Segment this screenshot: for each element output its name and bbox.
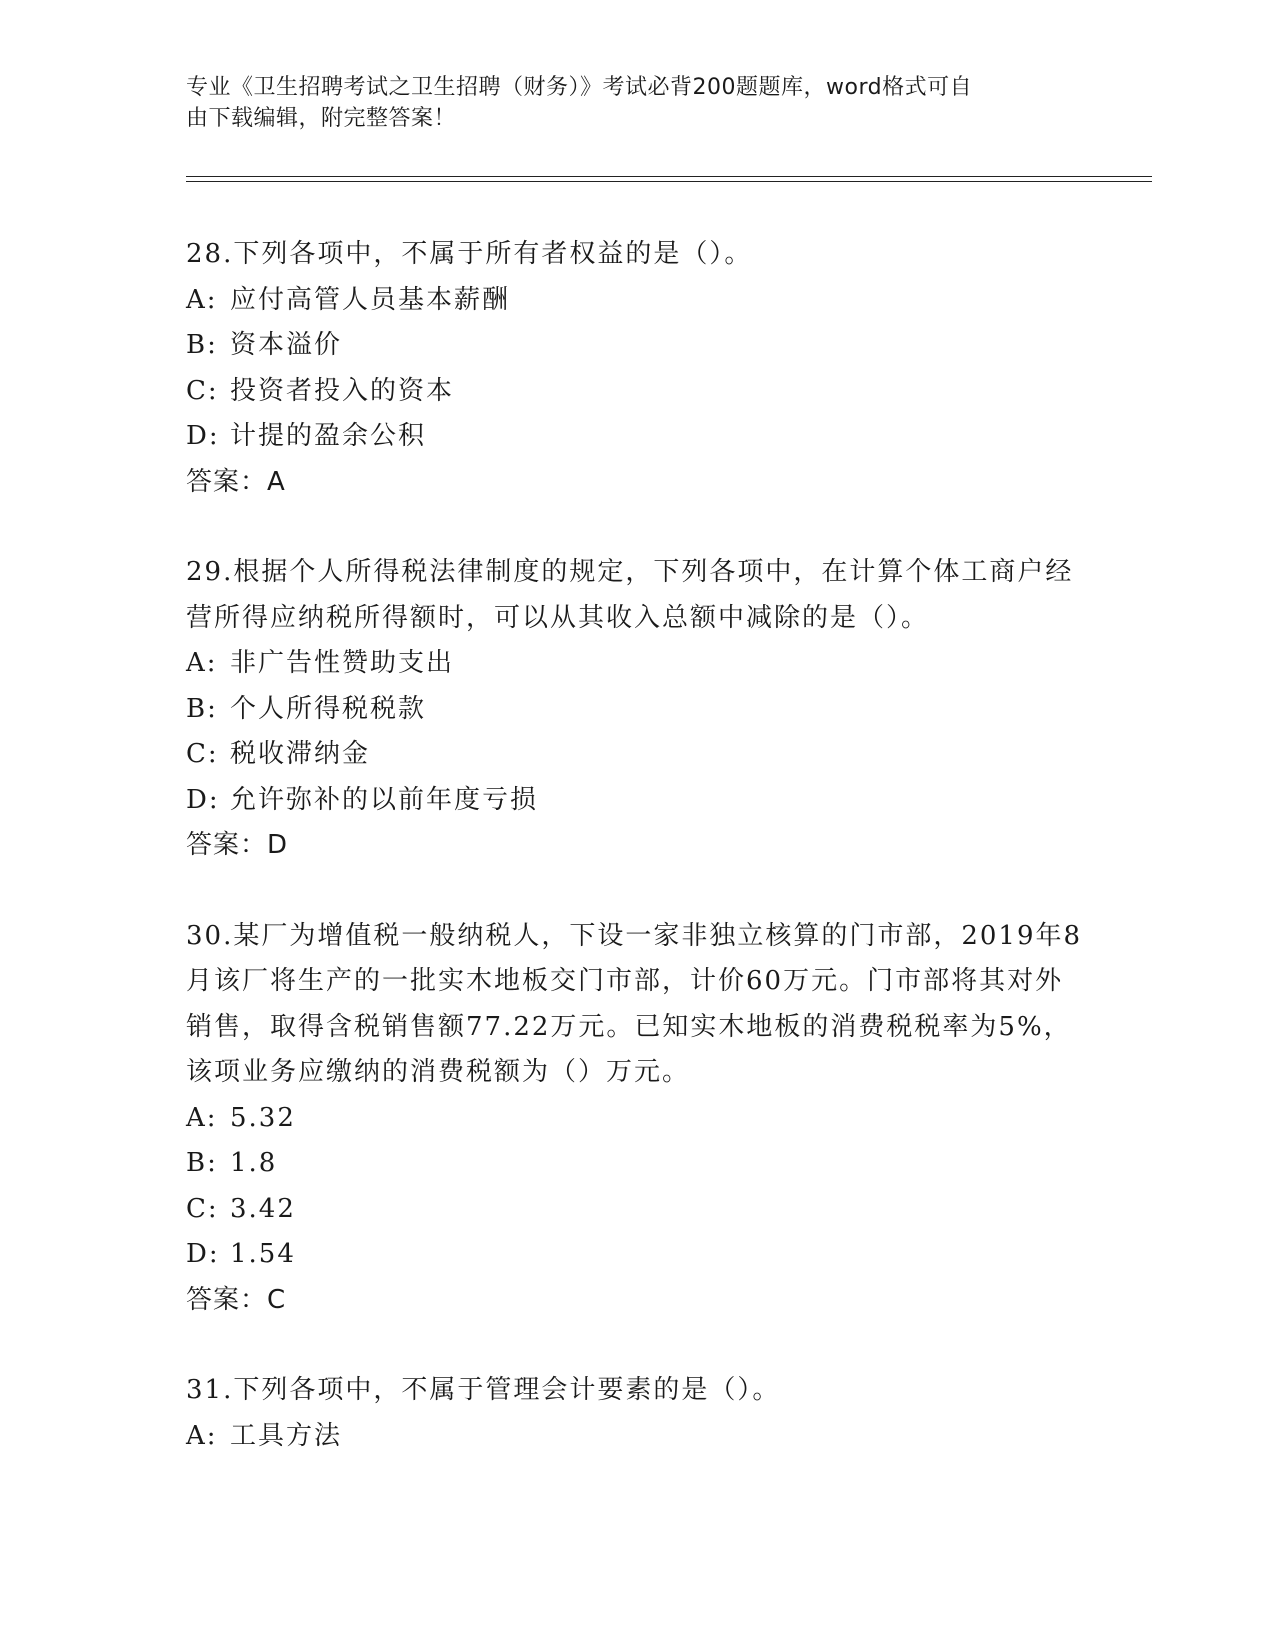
answer-line: [186, 460, 1086, 506]
question-stem: 28.下列各项中，不属于所有者权益的是（）。: [186, 239, 753, 269]
option-label: C:: [186, 375, 219, 406]
option-b: [186, 323, 1086, 369]
question-stem: 30.某厂为增值税一般纳税人，下设一家非独立核算的门市部，2019年8月该厂将生产的一批实木地板交门市部，计价60万元。门市部将其对外销售，取得含税销售额77.22万元。已知实木地板的消费税税率为5%，该项业务应缴纳的消费税额为（）万元。: [186, 920, 1083, 1087]
option-text: 1.8: [230, 1148, 278, 1178]
option-label: C:: [186, 739, 219, 769]
header-line-2: 由下载编辑，附完整答案！: [186, 106, 457, 131]
option-c: [186, 369, 1086, 415]
question-29: [186, 550, 1086, 869]
document-header: [186, 72, 1086, 134]
option-label: A:: [186, 284, 218, 315]
question-list: [186, 232, 1086, 1504]
option-label: A:: [186, 648, 218, 678]
option-a: [186, 1414, 1086, 1460]
answer-prefix: 答案：: [186, 830, 268, 860]
option-text: 允许弥补的以前年度亏损: [230, 784, 539, 815]
option-text: 投资者投入的资本: [230, 375, 455, 406]
option-c: [186, 732, 1086, 778]
question-31: [186, 1368, 1086, 1459]
option-label: B:: [186, 330, 218, 360]
option-text: 3.42: [230, 1193, 296, 1224]
question-30: [186, 914, 1086, 1324]
question-stem: 29.根据个人所得税法律制度的规定，下列各项中，在计算个体工商户经营所得应纳税所得额时，可以从其收入总额中减除的是（）。: [186, 557, 1074, 633]
option-a: [186, 641, 1086, 687]
question-stem: 31.下列各项中，不属于管理会计要素的是（）。: [186, 1375, 781, 1405]
option-label: B:: [186, 693, 218, 724]
option-text: 5.32: [230, 1102, 296, 1133]
answer-value: A: [267, 466, 286, 497]
answer-line: [186, 823, 1086, 869]
option-text: 应付高管人员基本薪酬: [230, 284, 511, 315]
answer-prefix: 答案：: [186, 1284, 268, 1315]
option-d: [186, 414, 1086, 460]
option-a: [186, 278, 1086, 324]
answer-value: D: [267, 830, 289, 860]
option-text: 1.54: [230, 1239, 296, 1269]
option-label: A:: [186, 1420, 218, 1451]
option-text: 税收滞纳金: [230, 739, 371, 769]
option-d: [186, 1232, 1086, 1278]
option-text: 计提的盈余公积: [230, 421, 427, 451]
option-text: 资本溢价: [230, 330, 343, 360]
option-label: D:: [186, 784, 220, 815]
option-b: [186, 687, 1086, 733]
header-line-1: 专业《卫生招聘考试之卫生招聘（财务）》考试必背200题题库，word格式可自: [186, 75, 973, 100]
answer-value: C: [267, 1284, 287, 1315]
option-text: 个人所得税税款: [230, 693, 427, 724]
option-label: A:: [186, 1102, 218, 1133]
option-text: 工具方法: [230, 1420, 343, 1451]
option-b: [186, 1141, 1086, 1187]
option-label: D:: [186, 421, 220, 451]
option-d: [186, 778, 1086, 824]
option-label: B:: [186, 1148, 218, 1178]
question-28: [186, 232, 1086, 505]
answer-line: [186, 1278, 1086, 1324]
answer-prefix: 答案：: [186, 466, 268, 497]
option-text: 非广告性赞助支出: [230, 648, 455, 678]
option-label: C:: [186, 1193, 219, 1224]
option-a: [186, 1096, 1086, 1142]
option-label: D:: [186, 1239, 220, 1269]
header-divider: [186, 176, 1152, 182]
option-c: [186, 1187, 1086, 1233]
